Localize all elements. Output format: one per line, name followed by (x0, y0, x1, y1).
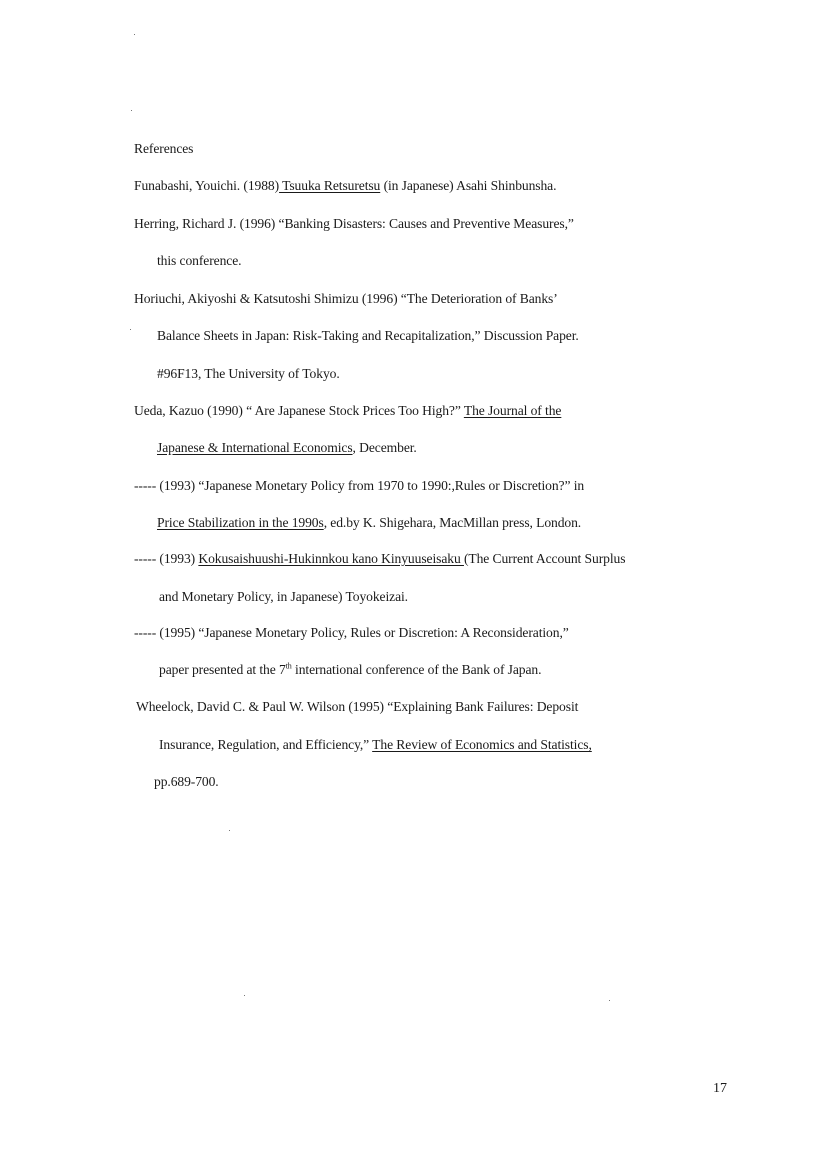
reference-line (134, 624, 569, 642)
scan-speck (609, 1000, 610, 1001)
reference-line (159, 588, 408, 606)
reference-text: , December. (352, 440, 417, 455)
reference-text: this conference. (157, 253, 242, 268)
reference-text: and Monetary Policy, in Japanese) Toyokeizai. (159, 589, 408, 604)
reference-line (134, 177, 556, 195)
reference-line (134, 402, 561, 420)
scan-speck (244, 995, 245, 996)
reference-line (134, 290, 558, 308)
reference-line (159, 736, 592, 754)
reference-title-underlined: The Review of Economics and Statistics, (372, 737, 592, 752)
scan-speck (229, 830, 230, 831)
reference-line (157, 365, 340, 383)
reference-line (134, 477, 584, 495)
reference-text: (The Current Account Surplus (463, 551, 626, 566)
reference-text: ----- (1993) (134, 551, 199, 566)
reference-line (134, 550, 625, 568)
page-number: 17 (713, 1081, 727, 1096)
reference-text: Wheelock, David C. & Paul W. Wilson (1995) “Explaining Bank Failures: Deposit (136, 699, 579, 714)
references-heading: References (134, 141, 194, 156)
scan-speck (134, 34, 135, 35)
reference-line (159, 661, 541, 679)
reference-text: Horiuchi, Akiyoshi & Katsutoshi Shimizu (1996) “The Deterioration of Banks’ (134, 291, 558, 306)
reference-title-underlined: Japanese & International Economics (157, 440, 353, 455)
reference-text: Funabashi, Youichi. (1988) (134, 178, 280, 193)
reference-text: #96F13, The University of Tokyo. (157, 366, 340, 381)
reference-text: th (285, 661, 292, 671)
reference-text: ----- (1995) “Japanese Monetary Policy, Rules or Discretion: A Reconsideration,” (134, 625, 569, 640)
reference-line (157, 327, 579, 345)
reference-line (157, 252, 241, 270)
reference-text: Herring, Richard J. (1996) “Banking Disasters: Causes and Preventive Measures,” (134, 216, 574, 231)
reference-text: Insurance, Regulation, and Efficiency,” (159, 737, 373, 752)
reference-text: pp.689-700. (154, 774, 219, 789)
reference-line (157, 514, 581, 532)
reference-text: Balance Sheets in Japan: Risk-Taking and Recapitalization,” Discussion Paper. (157, 328, 579, 343)
reference-text: paper presented at the 7 (159, 662, 286, 677)
reference-title-underlined: The Journal of the (463, 403, 562, 418)
reference-line (134, 215, 574, 233)
reference-title-underlined: Price Stabilization in the 1990s (157, 515, 324, 530)
reference-text: international conference of the Bank of Japan. (291, 662, 542, 677)
reference-text: Ueda, Kazuo (1990) “ Are Japanese Stock Prices Too High?” (134, 403, 464, 418)
reference-line (154, 773, 219, 791)
reference-line (136, 698, 578, 716)
reference-title-underlined: Tsuuka Retsuretsu (279, 178, 381, 193)
reference-text: , ed.by K. Shigehara, MacMillan press, London. (323, 515, 582, 530)
reference-text: ----- (1993) “Japanese Monetary Policy from 1970 to 1990:,Rules or Discretion?” in (134, 478, 585, 493)
reference-line (157, 439, 417, 457)
reference-text: (in Japanese) Asahi Shinbunsha. (380, 178, 557, 193)
scan-speck (131, 110, 132, 111)
reference-title-underlined: Kokusaishuushi-Hukinnkou kano Kinyuuseisaku (198, 551, 464, 566)
scan-speck (130, 329, 131, 330)
